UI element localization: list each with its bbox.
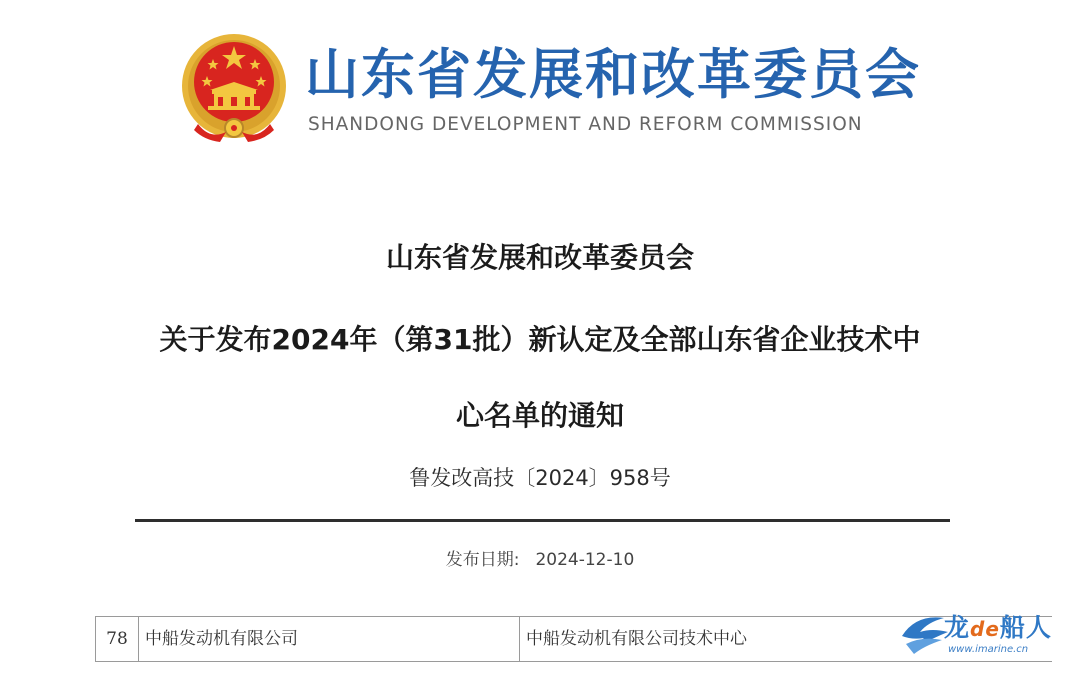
notice-title-line-3: 心名单的通知	[455, 399, 624, 432]
ship-swoosh-icon	[898, 610, 950, 656]
table-cell-tech-center: 中船发动机有限公司技术中心	[526, 629, 747, 649]
document-number: 鲁发改高技〔2024〕958号	[409, 466, 671, 490]
watermark-brand-pre: 龙	[944, 613, 971, 642]
org-name: 山东省发展和改革委员会	[305, 43, 921, 106]
table-cell-company: 中船发动机有限公司	[139, 617, 520, 661]
publish-date-value: 2024-12-10	[535, 550, 635, 570]
watermark-brand-accent: de	[970, 617, 1000, 641]
publish-date-label: 发布日期:	[445, 550, 520, 570]
notice-title-line-1: 山东省发展和改革委员会	[385, 241, 694, 274]
watermark-brand	[944, 608, 1052, 644]
title-divider	[135, 519, 950, 522]
notice-title-line-2: 关于发布2024年（第31批）新认定及全部山东省企业技术中	[159, 323, 921, 356]
org-name-english: SHANDONG DEVELOPMENT AND REFORM COMMISSION	[308, 114, 863, 135]
watermark-url: www.imarine.cn	[948, 644, 1029, 655]
national-emblem-icon	[180, 32, 288, 144]
watermark-brand-post: 船人	[999, 613, 1052, 642]
table-cell-number: 78	[96, 617, 139, 661]
publish-date	[0, 545, 1080, 570]
watermark-logo	[898, 606, 1068, 668]
